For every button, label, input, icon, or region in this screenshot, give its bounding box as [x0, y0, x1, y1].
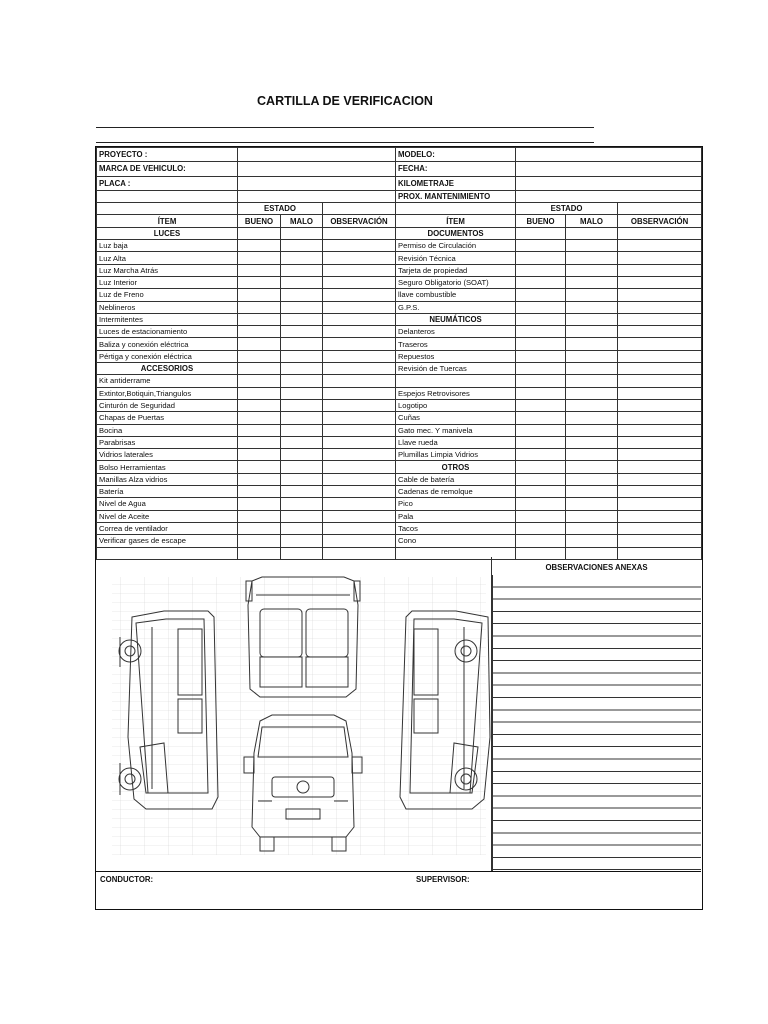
malo-cell-right[interactable] — [566, 436, 618, 448]
bueno-cell-right[interactable] — [516, 301, 566, 313]
header-row-marca — [97, 162, 702, 176]
observacion-cell-right[interactable] — [618, 510, 702, 522]
malo-cell-right[interactable] — [566, 240, 618, 252]
bueno-cell-right[interactable] — [516, 387, 566, 399]
item-label-left: Intermitentes — [97, 313, 238, 325]
estado-header-left: ESTADO — [238, 203, 323, 215]
malo-cell-left[interactable] — [281, 486, 323, 498]
table-row — [97, 264, 702, 276]
malo-cell-right[interactable] — [566, 252, 618, 264]
table-row — [97, 449, 702, 461]
malo-cell-right[interactable] — [566, 264, 618, 276]
table-row — [97, 522, 702, 534]
malo-cell-left[interactable] — [281, 461, 323, 473]
bueno-cell-left[interactable] — [238, 522, 281, 534]
bueno-cell-left[interactable] — [238, 387, 281, 399]
malo-cell-left[interactable] — [281, 313, 323, 325]
item-label-left: Vidrios laterales — [97, 449, 238, 461]
observacion-cell-left[interactable] — [323, 399, 396, 411]
observacion-cell-right[interactable] — [618, 240, 702, 252]
observacion-cell-right[interactable] — [618, 486, 702, 498]
malo-cell-right[interactable] — [566, 449, 618, 461]
observacion-cell-left[interactable] — [323, 363, 396, 375]
header-row-proyecto — [97, 148, 702, 162]
proyecto-field[interactable] — [238, 148, 396, 162]
table-row — [97, 535, 702, 547]
item-label-left: Kit antiderrame — [97, 375, 238, 387]
item-label-left: Baliza y conexión eléctrica — [97, 338, 238, 350]
bueno-cell-left[interactable] — [238, 363, 281, 375]
observacion-cell-right[interactable] — [618, 412, 702, 424]
item-label-right: Revisión Técnica — [396, 252, 516, 264]
kilometraje-field[interactable] — [516, 176, 702, 190]
bueno-cell-right[interactable] — [516, 276, 566, 288]
observacion-cell-left[interactable] — [323, 264, 396, 276]
table-row — [97, 436, 702, 448]
prox-mantenimiento-field[interactable] — [516, 190, 702, 202]
item-label-left: Nivel de Aceite — [97, 510, 238, 522]
fecha-field[interactable] — [516, 162, 702, 176]
observacion-cell-right[interactable] — [618, 289, 702, 301]
bueno-cell-right[interactable] — [516, 424, 566, 436]
malo-cell-left[interactable] — [281, 240, 323, 252]
bueno-cell-right[interactable] — [516, 399, 566, 411]
observacion-cell-left[interactable] — [323, 227, 396, 239]
observacion-cell-left[interactable] — [323, 338, 396, 350]
malo-cell-right[interactable] — [566, 289, 618, 301]
bueno-cell-right[interactable] — [516, 522, 566, 534]
blank-cell — [97, 190, 238, 202]
table-row — [97, 289, 702, 301]
bueno-cell-right[interactable] — [516, 350, 566, 362]
observacion-cell-right[interactable] — [618, 473, 702, 485]
item-label-left: Luces de estacionamiento — [97, 326, 238, 338]
bueno-cell-left[interactable] — [238, 338, 281, 350]
observacion-cell-left[interactable] — [323, 375, 396, 387]
item-label-right: Plumillas Limpia Vidrios — [396, 449, 516, 461]
bueno-cell-right[interactable] — [516, 510, 566, 522]
item-label-right: Permiso de Circulación — [396, 240, 516, 252]
item-label-right: Logotipo — [396, 399, 516, 411]
bueno-cell-left[interactable] — [238, 461, 281, 473]
bueno-cell-right[interactable] — [516, 289, 566, 301]
observacion-cell-left[interactable] — [323, 252, 396, 264]
malo-cell-right[interactable] — [566, 399, 618, 411]
bueno-cell-left[interactable] — [238, 412, 281, 424]
item-label-left: Luz Alta — [97, 252, 238, 264]
table-row — [97, 486, 702, 498]
malo-cell-right[interactable] — [566, 313, 618, 325]
bueno-cell-right[interactable] — [516, 436, 566, 448]
malo-cell-left[interactable] — [281, 301, 323, 313]
table-row — [97, 473, 702, 485]
malo-cell-left[interactable] — [281, 387, 323, 399]
placa-field[interactable] — [238, 176, 396, 190]
observacion-cell-right[interactable] — [618, 264, 702, 276]
van-outline-drawing — [96, 557, 492, 871]
section-header-right: OTROS — [396, 461, 516, 473]
bueno-cell-right[interactable] — [516, 338, 566, 350]
observacion-cell-right[interactable] — [618, 363, 702, 375]
item-label-left: Correa de ventilador — [97, 522, 238, 534]
proyecto-label: PROYECTO : — [97, 148, 238, 162]
kilometraje-label: KILOMETRAJE — [396, 176, 516, 190]
bueno-cell-right[interactable] — [516, 498, 566, 510]
table-row — [97, 424, 702, 436]
malo-cell-left[interactable] — [281, 399, 323, 411]
marca-field[interactable] — [238, 162, 396, 176]
malo-cell-right[interactable] — [566, 473, 618, 485]
section-header-left: ACCESORIOS — [97, 363, 238, 375]
item-label-left: Neblineros — [97, 301, 238, 313]
observacion-cell-left[interactable] — [323, 461, 396, 473]
item-label-right: Tarjeta de propiedad — [396, 264, 516, 276]
malo-cell-left[interactable] — [281, 449, 323, 461]
malo-cell-left[interactable] — [281, 424, 323, 436]
observacion-cell-left[interactable] — [323, 350, 396, 362]
title-rule-secondary — [96, 142, 594, 143]
malo-cell-right[interactable] — [566, 387, 618, 399]
observacion-cell-left[interactable] — [323, 535, 396, 547]
bueno-cell-left[interactable] — [238, 399, 281, 411]
observacion-cell-right[interactable] — [618, 436, 702, 448]
item-label-left: Nivel de Agua — [97, 498, 238, 510]
bueno-cell-left[interactable] — [238, 350, 281, 362]
malo-cell-right[interactable] — [566, 227, 618, 239]
table-row — [97, 313, 702, 325]
table-row — [97, 240, 702, 252]
observacion-cell-left[interactable] — [323, 387, 396, 399]
observacion-cell-right[interactable] — [618, 338, 702, 350]
malo-cell-left[interactable] — [281, 326, 323, 338]
conductor-label: CONDUCTOR: — [100, 875, 154, 884]
observacion-cell-left[interactable] — [323, 412, 396, 424]
bueno-cell-left[interactable] — [238, 313, 281, 325]
observacion-cell-left[interactable] — [323, 486, 396, 498]
bueno-cell-left[interactable] — [238, 326, 281, 338]
observaciones-lines[interactable] — [492, 575, 701, 871]
observacion-cell-right[interactable] — [618, 313, 702, 325]
observacion-cell-right[interactable] — [618, 375, 702, 387]
bueno-cell-right[interactable] — [516, 412, 566, 424]
item-label-left: Pértiga y conexión eléctrica — [97, 350, 238, 362]
item-label-left: Luz Interior — [97, 276, 238, 288]
item-label-left: Extintor,Botiquin,Triangulos — [97, 387, 238, 399]
item-label-right: Cono — [396, 535, 516, 547]
bueno-cell-right[interactable] — [516, 535, 566, 547]
malo-cell-right[interactable] — [566, 424, 618, 436]
bueno-cell-left[interactable] — [238, 449, 281, 461]
observacion-cell-left[interactable] — [323, 424, 396, 436]
column-header-row — [97, 215, 702, 227]
bueno-cell-right[interactable] — [516, 252, 566, 264]
malo-cell-right[interactable] — [566, 301, 618, 313]
malo-cell-right[interactable] — [566, 363, 618, 375]
malo-cell-left[interactable] — [281, 338, 323, 350]
bueno-header-right: BUENO — [516, 215, 566, 227]
item-label-left: Luz Marcha Atrás — [97, 264, 238, 276]
malo-cell-left[interactable] — [281, 510, 323, 522]
table-row — [97, 252, 702, 264]
vehicle-diagram — [96, 557, 492, 871]
malo-cell-left[interactable] — [281, 498, 323, 510]
observacion-cell-left[interactable] — [323, 326, 396, 338]
item-label-right: Delanteros — [396, 326, 516, 338]
bueno-cell-right[interactable] — [516, 461, 566, 473]
blank-cell — [618, 203, 702, 215]
item-label-right: Tacos — [396, 522, 516, 534]
observacion-cell-right[interactable] — [618, 387, 702, 399]
bueno-cell-left[interactable] — [238, 510, 281, 522]
observacion-cell-left[interactable] — [323, 522, 396, 534]
table-row — [97, 350, 702, 362]
bueno-cell-right[interactable] — [516, 363, 566, 375]
bueno-cell-right[interactable] — [516, 264, 566, 276]
bueno-cell-right[interactable] — [516, 227, 566, 239]
marca-label: MARCA DE VEHICULO: — [97, 162, 238, 176]
table-row — [97, 301, 702, 313]
malo-cell-right[interactable] — [566, 522, 618, 534]
section-header-left: LUCES — [97, 227, 238, 239]
observacion-header-right: OBSERVACIÓN — [618, 215, 702, 227]
item-label-right: Pico — [396, 498, 516, 510]
table-row — [97, 276, 702, 288]
table-row — [97, 461, 702, 473]
observacion-cell-right[interactable] — [618, 449, 702, 461]
signature-row — [96, 871, 701, 908]
item-label-left: Parabrisas — [97, 436, 238, 448]
blank-cell — [238, 190, 396, 202]
supervisor-label: SUPERVISOR: — [416, 875, 470, 884]
document-title: CARTILLA DE VERIFICACION — [257, 94, 433, 108]
observacion-header-left: OBSERVACIÓN — [323, 215, 396, 227]
bueno-cell-left[interactable] — [238, 289, 281, 301]
item-label-right: Repuestos — [396, 350, 516, 362]
table-row — [97, 498, 702, 510]
table-row — [97, 375, 702, 387]
item-header-left: ÍTEM — [97, 215, 238, 227]
item-label-right: Pala — [396, 510, 516, 522]
bueno-cell-right[interactable] — [516, 326, 566, 338]
section-header-right: NEUMÁTICOS — [396, 313, 516, 325]
malo-cell-right[interactable] — [566, 510, 618, 522]
observacion-cell-left[interactable] — [323, 510, 396, 522]
header-row-placa — [97, 176, 702, 190]
observacion-cell-left[interactable] — [323, 276, 396, 288]
observacion-cell-right[interactable] — [618, 326, 702, 338]
bueno-cell-left[interactable] — [238, 240, 281, 252]
item-label-left: Batería — [97, 486, 238, 498]
item-label-left: Manillas Alza vidrios — [97, 473, 238, 485]
item-label-left: Luz de Freno — [97, 289, 238, 301]
observacion-cell-left[interactable] — [323, 498, 396, 510]
observacion-cell-right[interactable] — [618, 350, 702, 362]
bueno-cell-left[interactable] — [238, 252, 281, 264]
malo-header-left: MALO — [281, 215, 323, 227]
item-label-right: Cadenas de remolque — [396, 486, 516, 498]
malo-cell-right[interactable] — [566, 535, 618, 547]
observaciones-title: OBSERVACIONES ANEXAS — [545, 563, 648, 572]
fecha-label: FECHA: — [396, 162, 516, 176]
observacion-cell-left[interactable] — [323, 289, 396, 301]
malo-cell-right[interactable] — [566, 498, 618, 510]
observacion-cell-right[interactable] — [618, 227, 702, 239]
blank-cell — [97, 203, 238, 215]
bueno-cell-right[interactable] — [516, 486, 566, 498]
malo-cell-right[interactable] — [566, 375, 618, 387]
malo-cell-left[interactable] — [281, 375, 323, 387]
observacion-cell-right[interactable] — [618, 301, 702, 313]
malo-cell-left[interactable] — [281, 264, 323, 276]
observacion-cell-right[interactable] — [618, 522, 702, 534]
item-header-right: ÍTEM — [396, 215, 516, 227]
bueno-cell-left[interactable] — [238, 498, 281, 510]
malo-cell-left[interactable] — [281, 436, 323, 448]
table-row — [97, 412, 702, 424]
lower-section — [96, 557, 701, 871]
item-label-left: Verificar gases de escape — [97, 535, 238, 547]
checklist-table — [96, 147, 702, 560]
observaciones-panel — [492, 557, 701, 871]
observacion-cell-left[interactable] — [323, 436, 396, 448]
bueno-cell-left[interactable] — [238, 301, 281, 313]
item-label-left: Bolso Herramientas — [97, 461, 238, 473]
table-row — [97, 387, 702, 399]
malo-cell-left[interactable] — [281, 276, 323, 288]
item-label-right: llave combustible — [396, 289, 516, 301]
bueno-cell-right[interactable] — [516, 473, 566, 485]
observacion-cell-left[interactable] — [323, 473, 396, 485]
observacion-cell-right[interactable] — [618, 399, 702, 411]
item-label-right: Seguro Obligatorio (SOAT) — [396, 276, 516, 288]
bueno-cell-right[interactable] — [516, 449, 566, 461]
malo-cell-right[interactable] — [566, 412, 618, 424]
observacion-cell-left[interactable] — [323, 240, 396, 252]
item-label-right: Traseros — [396, 338, 516, 350]
placa-label: PLACA : — [97, 176, 238, 190]
observacion-cell-right[interactable] — [618, 535, 702, 547]
item-label-right: G.P.S. — [396, 301, 516, 313]
malo-cell-right[interactable] — [566, 276, 618, 288]
bueno-cell-left[interactable] — [238, 276, 281, 288]
observacion-cell-left[interactable] — [323, 313, 396, 325]
malo-cell-right[interactable] — [566, 350, 618, 362]
bueno-cell-left[interactable] — [238, 535, 281, 547]
malo-cell-right[interactable] — [566, 461, 618, 473]
bueno-cell-right[interactable] — [516, 240, 566, 252]
malo-cell-left[interactable] — [281, 412, 323, 424]
malo-cell-right[interactable] — [566, 326, 618, 338]
item-label-right: Cuñas — [396, 412, 516, 424]
malo-cell-right[interactable] — [566, 486, 618, 498]
malo-header-right: MALO — [566, 215, 618, 227]
item-label-right — [396, 375, 516, 387]
malo-cell-left[interactable] — [281, 289, 323, 301]
estado-header-right: ESTADO — [516, 203, 618, 215]
bueno-cell-left[interactable] — [238, 473, 281, 485]
item-label-right: Espejos Retrovisores — [396, 387, 516, 399]
bueno-cell-left[interactable] — [238, 264, 281, 276]
malo-cell-left[interactable] — [281, 535, 323, 547]
bueno-cell-left[interactable] — [238, 375, 281, 387]
malo-cell-right[interactable] — [566, 338, 618, 350]
bueno-cell-left[interactable] — [238, 436, 281, 448]
malo-cell-left[interactable] — [281, 363, 323, 375]
verification-form — [95, 146, 703, 910]
item-label-right: Llave rueda — [396, 436, 516, 448]
observacion-cell-left[interactable] — [323, 301, 396, 313]
table-row — [97, 510, 702, 522]
modelo-label: MODELO: — [396, 148, 516, 162]
malo-cell-left[interactable] — [281, 227, 323, 239]
modelo-field[interactable] — [516, 148, 702, 162]
estado-header-row — [97, 203, 702, 215]
malo-cell-left[interactable] — [281, 522, 323, 534]
item-label-left: Chapas de Puertas — [97, 412, 238, 424]
header-row-prox — [97, 190, 702, 202]
observacion-cell-right[interactable] — [618, 252, 702, 264]
bueno-cell-right[interactable] — [516, 375, 566, 387]
table-row — [97, 227, 702, 239]
blank-cell — [396, 203, 516, 215]
bueno-cell-left[interactable] — [238, 486, 281, 498]
malo-cell-left[interactable] — [281, 252, 323, 264]
item-label-left: Cinturón de Seguridad — [97, 399, 238, 411]
table-row — [97, 399, 702, 411]
item-label-right: Cable de batería — [396, 473, 516, 485]
item-label-left: Luz baja — [97, 240, 238, 252]
bueno-cell-left[interactable] — [238, 424, 281, 436]
observacion-cell-left[interactable] — [323, 449, 396, 461]
bueno-cell-right[interactable] — [516, 313, 566, 325]
item-label-right: Gato mec. Y manivela — [396, 424, 516, 436]
table-row — [97, 326, 702, 338]
malo-cell-left[interactable] — [281, 473, 323, 485]
observacion-cell-right[interactable] — [618, 424, 702, 436]
item-label-right: Revisión de Tuercas — [396, 363, 516, 375]
observacion-cell-right[interactable] — [618, 276, 702, 288]
item-label-left: Bocina — [97, 424, 238, 436]
title-rule — [96, 127, 594, 128]
observacion-cell-right[interactable] — [618, 498, 702, 510]
observacion-cell-right[interactable] — [618, 461, 702, 473]
table-row — [97, 363, 702, 375]
bueno-cell-left[interactable] — [238, 227, 281, 239]
section-header-right: DOCUMENTOS — [396, 227, 516, 239]
blank-cell — [323, 203, 396, 215]
prox-mantenimiento-label: PROX. MANTENIMIENTO — [396, 190, 516, 202]
bueno-header-left: BUENO — [238, 215, 281, 227]
malo-cell-left[interactable] — [281, 350, 323, 362]
table-row — [97, 338, 702, 350]
